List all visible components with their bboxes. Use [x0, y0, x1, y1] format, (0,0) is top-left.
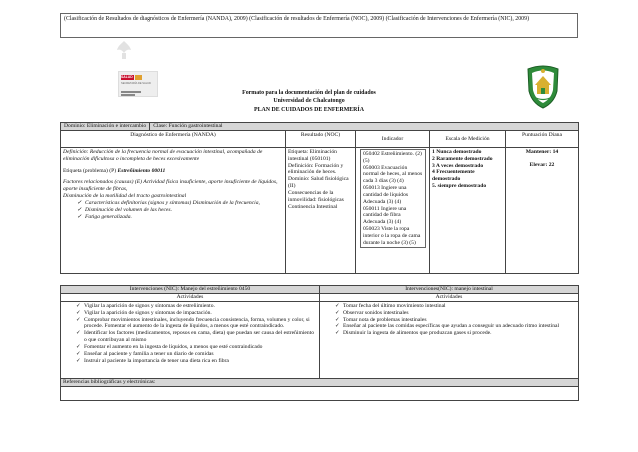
activity-item: ✓ Enseñar al paciente y familia a tener un diario de comidas: [76, 351, 317, 358]
diagnosis-label-line: [63, 168, 283, 175]
salud-logo-sub: SECRETARÍA DE SALUD: [121, 82, 151, 85]
etiqueta-prefix: Etiqueta (problema) (P): [63, 167, 117, 174]
plan-body-row: [61, 148, 579, 274]
header-resultado: Resultado (NOC): [300, 132, 341, 138]
result-line: Continencia Intestinal: [288, 203, 338, 210]
activities-right-label: Actividades: [435, 294, 463, 300]
scale-line: 4 Frecuentemente demostrado: [432, 169, 475, 183]
diagnosis-definition: Definición: Reducción de la frecuencia normal de evacuación intestinal, acompañada de eliminación dificultosa o incompleta de heces excesivamente: [63, 149, 263, 162]
etiqueta-value: Estreñimiento 00011: [117, 167, 166, 174]
characteristic-item: ✓ Disminución del volumen de las heces.: [77, 207, 283, 214]
left-activities-list: [73, 303, 317, 364]
activity-item: ✓ Enseñar al paciente las comidas específicas que ayudan a conseguir un adecuado ritmo intestinal: [335, 323, 576, 330]
care-plan-table: [60, 122, 579, 274]
classification-text: (Clasificación de Resultados de diagnósticos de Enfermería (NANDA), 2009) (Clasificación de resultados de Enfermería (NOC), 2009) (Clasificación de Intervenciones de Enfermería (NIC), 2009): [64, 16, 530, 22]
scale-line: 3 A veces demostrado: [432, 162, 484, 169]
scale-line: 1 Nunca demostrado: [432, 149, 482, 155]
header-puntuacion: Puntuación Diana: [522, 132, 562, 138]
nic-right-title: Intervenciones(NIC): manejo intestinal: [405, 286, 493, 292]
motility-decrease: Disminución de la motilidad del tracto gastrointestinal: [63, 193, 187, 200]
interventions-table: [60, 285, 579, 401]
result-line: Definición: Formación y eliminación de heces.: [288, 162, 344, 176]
title-university: Universidad de Chalcatongo: [273, 98, 345, 105]
activity-item: ✓ Identificar los factores (medicamentos, reposos en cama, dieta) que puedan ser causa del estreñimiento o que contribuyan al mismo: [76, 330, 317, 344]
domain-row: [61, 123, 579, 131]
salud-logo-label: SALUD: [121, 74, 133, 79]
score-elevar: Elevar: 22: [529, 161, 555, 168]
scale-line: 2 Raramente demostrado: [432, 155, 493, 162]
indicator-line: 050011 Ingiere una cantidad de fibra Adecuada (3) (4): [363, 205, 407, 226]
clase-label: Clase: Función gastrointestinal: [153, 123, 223, 129]
classification-header: [60, 13, 578, 38]
activities-left-label: Actividades: [176, 294, 204, 300]
activity-item: ✓ Tomar fecha del último movimiento intestinal: [335, 303, 576, 310]
header-escala: Escala de Medición: [445, 135, 490, 142]
dominio-label: Dominio: Eliminación e intercambio: [64, 123, 150, 130]
indicator-line: 050003 Evacuación normal de heces, al menos cada 3 días (3) (4): [363, 164, 423, 185]
right-activities-list: [332, 303, 576, 337]
university-crest-logo: [524, 63, 562, 109]
characteristics-title: ✓ Características definitorias (signos y síntomas) Disminución de la frecuencia,: [77, 200, 283, 207]
score-mantener: Mantener: 14: [525, 149, 559, 155]
interventions-sub-row: [61, 294, 579, 302]
references-row: [61, 379, 579, 387]
header-diagnostico: Diagnóstico de Enfermería (NANDA): [130, 132, 216, 138]
characteristic-item: ✓ Fatiga generalizada.: [77, 214, 283, 221]
indicator-line: 050013 Ingiere una cantidad de líquidos Adecuada (3) (4): [363, 185, 409, 205]
title-format: Formato para la documentación del plan de cuidados: [242, 90, 376, 96]
interventions-body-row: [61, 302, 579, 379]
plan-header-row: [61, 131, 579, 148]
document-titles: [150, 89, 468, 114]
title-plan: PLAN DE CUIDADOS DE ENFERMERÍA: [254, 106, 364, 113]
nic-left-title: Intervenciones (NIC): Manejo del estreñimiento 0450: [129, 286, 251, 292]
scale-line: 5. siempre demostrado: [432, 183, 487, 190]
references-label: Referencias bibliográficas y electrónicas:: [63, 379, 156, 385]
defining-characteristics: [63, 200, 283, 220]
references-body-row: [61, 387, 579, 401]
activity-item: ✓ Disminuir la ingesta de alimentos que produzcan gases si procede.: [335, 330, 576, 337]
header-indicador: Indicador: [381, 135, 404, 142]
indicator-line: 050402 Estreñimiento. (2) (5): [363, 151, 422, 164]
result-line: Dominio: Salud fisiológica (II): [288, 176, 349, 190]
activity-item: ✓ Instruir al paciente la importancia de tener una dieta rica en fibra: [76, 358, 317, 365]
activity-item: ✓ Fomentar el aumento en la ingesta de líquidos, a menos que esté contraindicado: [76, 344, 317, 351]
interventions-title-row: [61, 286, 579, 294]
activity-item: ✓ Tomar nota de problemas intestinales: [335, 317, 576, 324]
activity-item: ✓ Comprobar movimientos intestinales, incluyendo frecuencia consistencia, forma, volumen y color, si procede. Fomentar el aumento de la ingesta de líquidos, a menos que esté contraindicado.: [76, 317, 317, 331]
result-line: Consecuencias de la inmovilidad: fisiológicas: [288, 189, 344, 203]
activity-item: ✓ Vigilar la aparición de signos y síntomas de estreñimiento.: [76, 303, 317, 310]
indicator-line: 050023 Viste la ropa interior o la ropa de cama durante la noche (3) (5): [363, 225, 421, 246]
related-factors: Factores relacionados (causas) (E) Actividad física insuficiente, aporte insuficiente de líquidos, aporte insuficiente de fibras,: [63, 179, 278, 193]
activity-item: ✓ Observar sonidos intestinales: [335, 310, 576, 317]
result-line: Etiqueta: Eliminación intestinal (050101): [288, 149, 337, 162]
faint-eagle-watermark: [116, 40, 132, 60]
activity-item: ✓ Vigilar la aparición de signos y síntomas de impactación.: [76, 310, 317, 317]
